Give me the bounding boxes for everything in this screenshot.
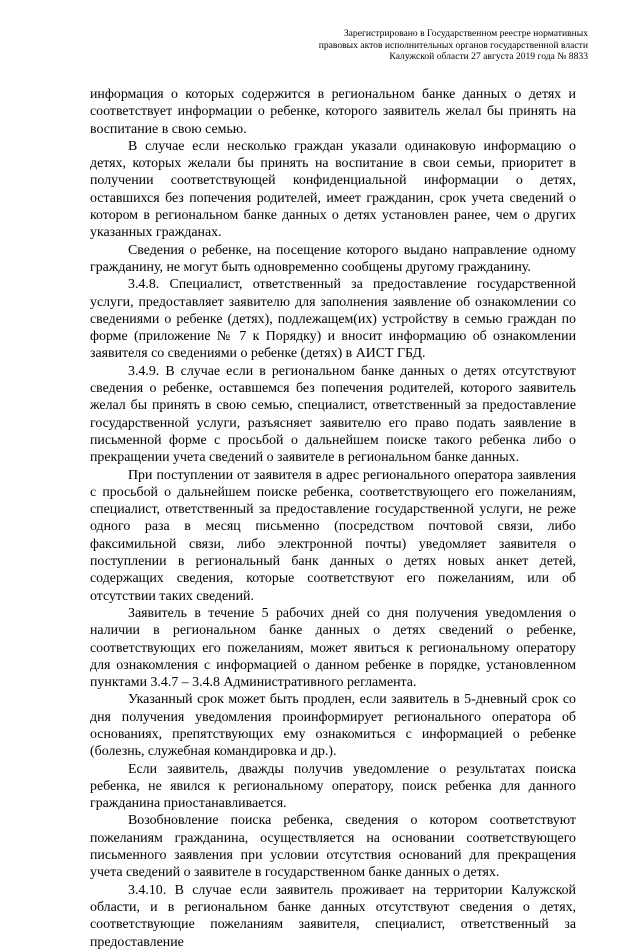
paragraph: Указанный срок может быть продлен, если заявитель в 5-дневный срок со дня получения уведомления проинформирует регионального оператора об основаниях, препятствующих ему ознакомиться с информацией о ребенке (болезнь, служебная командировка и др.). [90,692,576,760]
paragraph-continuation: информация о которых содержится в региональном банке данных о детях и соответствует информации о ребенке, которого заявитель желал бы принять на воспитание в свою семью. [90,87,576,137]
paragraph: Возобновление поиска ребенка, сведения о котором соответствуют пожеланиям гражданина, осуществляется на основании соответствующего письменного заявления при условии отсутствия оснований для прекращения учета сведений о заявителе в государственном банке данных о детях. [90,813,576,881]
paragraph: Если заявитель, дважды получив уведомление о результатах поиска ребенка, не явился к региональному оператору, поиск ребенка для данного гражданина приостанавливается. [90,761,576,812]
stamp-line: Калужской области 27 августа 2019 года № 8833 [389,51,588,63]
document-body [90,86,576,951]
paragraph-3-4-9: 3.4.9. В случае если в региональном банке данных о детях отсутствуют сведения о ребенке, оставшемся без попечения родителей, которого заявитель желал бы принять в свою семью, специалист, ответственный за предоставление государственной услуги, разъясняет заявителю его право подать заявление в письменной форме с просьбой о дальнейшем поиске такого ребенка либо о прекращении учета сведений о заявителе в региональном банке данных. [90,363,576,466]
registration-stamp [228,28,588,63]
paragraph-3-4-8: 3.4.8. Специалист, ответственный за предоставление государственной услуги, предоставляет заявителю для заполнения заявление об ознакомлении со сведениями о ребенке (детях), подлежащем(их) устройству в семью граждан по форме (приложение № 7 к Порядку) и вносит информацию об ознакомлении заявителя со сведениями о ребенке (детях) в АИСТ ГБД. [90,277,576,362]
paragraph: Заявитель в течение 5 рабочих дней со дня получения уведомления о наличии в региональном банке данных о детях сведений о ребенке, соответствующих его пожеланиям, может явиться к региональному оператору для ознакомления с информацией о данном ребенке в порядке, установленном пунктами 3.4.7 – 3.4.8 Административного регламента. [90,605,576,691]
paragraph: При поступлении от заявителя в адрес регионального оператора заявления с просьбой о дальнейшем поиске ребенка, соответствующего его пожеланиям, специалист, ответственный за предоставление государственной услуги, не реже одного раза в месяц письменно (посредством почтовой связи, либо факсимильной связи, либо электронной почты) уведомляет заявителя о поступлении в региональный банк данных о детях новых анкет детей, содержащих сведения, которые соответствуют его пожеланиям, или об отсутствии таких сведений. [90,467,576,604]
stamp-line: правовых актов исполнительных органов государственной власти [318,39,588,51]
paragraph-3-4-10: 3.4.10. В случае если заявитель проживает на территории Калужской области, и в региональном банке данных отсутствуют сведения о детях, соответствующие пожеланиям заявителя, специалист, ответственный за предоставление [90,882,576,950]
paragraph: Сведения о ребенке, на посещение которого выдано направление одному гражданину, не могут быть одновременно сообщены другому гражданину. [90,242,576,275]
stamp-line: Зарегистрировано в Государственном реестре нормативных [343,28,588,39]
paragraph: В случае если несколько граждан указали одинаковую информацию о детях, которых желали бы принять на воспитание в свои семьи, приоритет в получении соответствующей конфиденциальной информации о детях, оставшихся без попечения родителей, имеет гражданин, срок учета сведений о котором в региональном банке данных о детях установлен ранее, чем о других указанных гражданах. [90,138,576,241]
